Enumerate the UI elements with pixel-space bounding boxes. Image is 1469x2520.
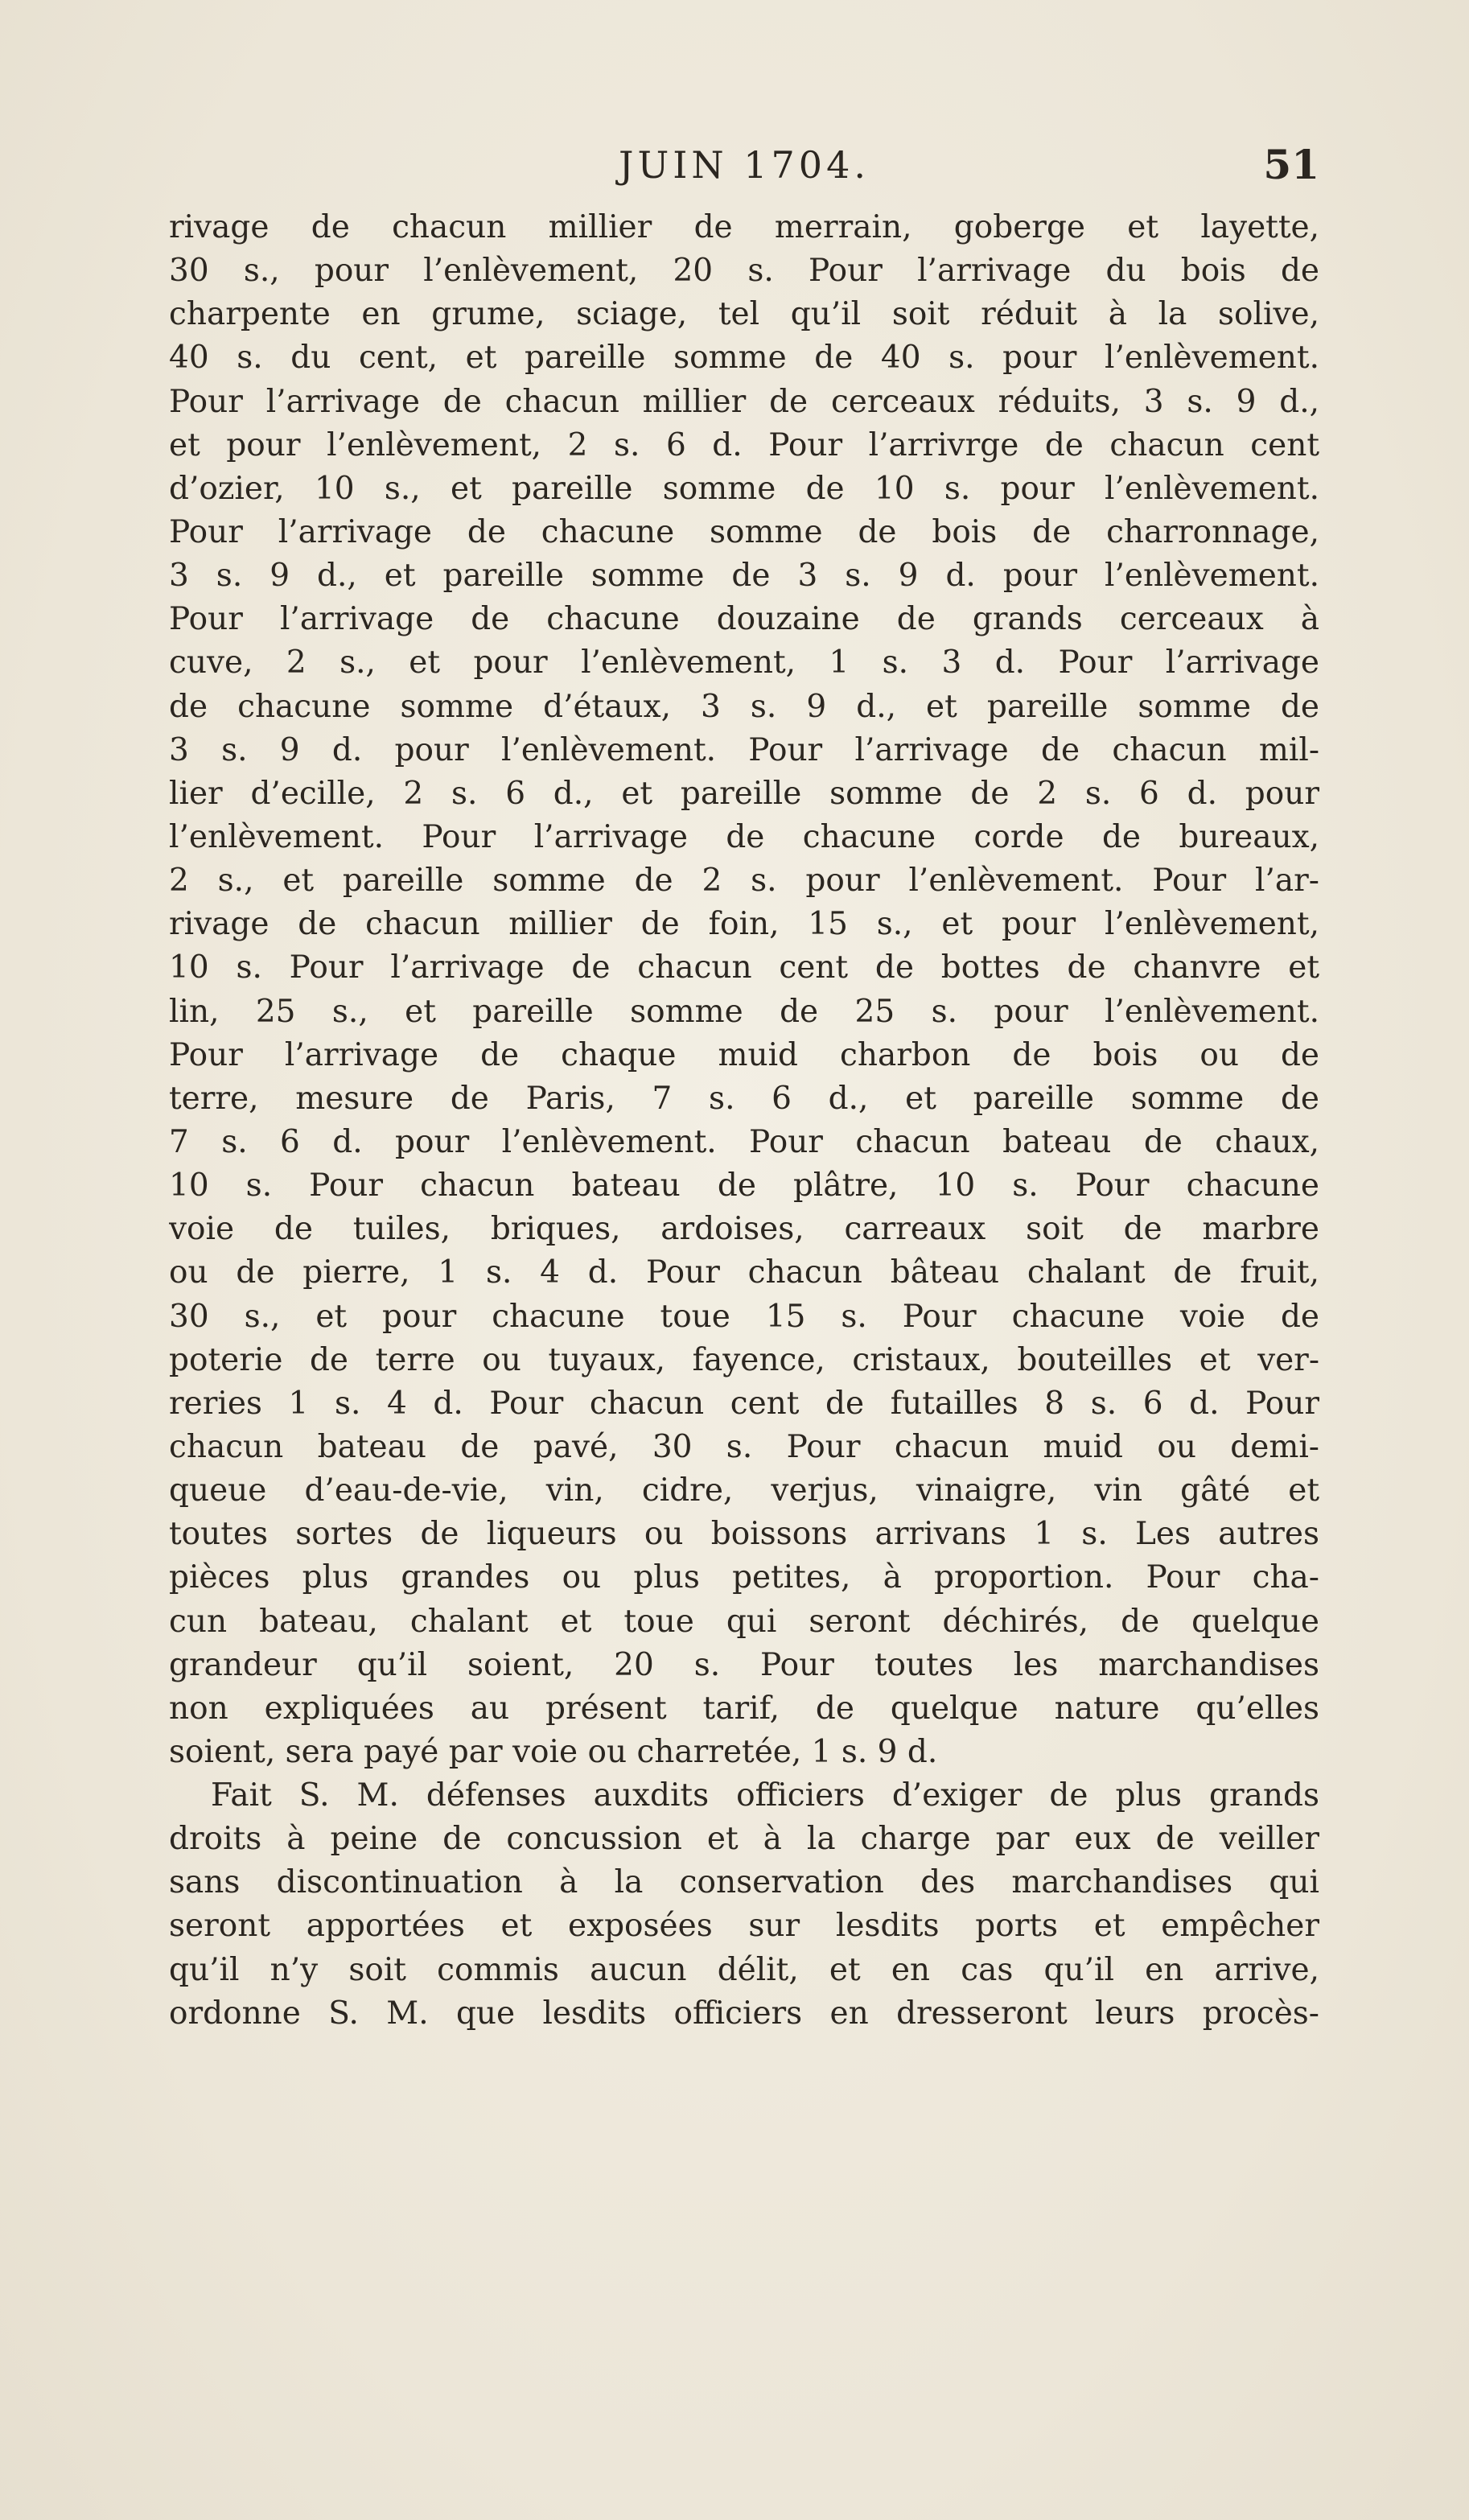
body-text (169, 206, 1319, 2036)
paragraph-start-line: Fait S. M. défenses auxdits officiers d’exiger de plus grands (211, 1777, 1319, 1814)
text-line: rivage de chacun millier de merrain, goberge et layette, (169, 209, 1319, 245)
text-line: lin, 25 s., et pareille somme de 25 s. pour l’enlèvement. (169, 993, 1319, 1030)
text-line: reries 1 s. 4 d. Pour chacun cent de futailles 8 s. 6 d. Pour (169, 1385, 1319, 1422)
text-line: et pour l’enlèvement, 2 s. 6 d. Pour l’arrivrge de chacun cent (169, 426, 1319, 463)
text-line: Pour l’arrivage de chacun millier de cerceaux réduits, 3 s. 9 d., (169, 383, 1319, 420)
text-line: 3 s. 9 d. pour l’enlèvement. Pour l’arrivage de chacun mil- (169, 731, 1319, 768)
text-line: toutes sortes de liqueurs ou boissons arrivans 1 s. Les autres (169, 1516, 1319, 1553)
running-title: JUIN 1704. (619, 143, 870, 187)
text-line: voie de tuiles, briques, ardoises, carreaux soit de marbre (169, 1211, 1319, 1248)
text-line: non expliquées au présent tarif, de quelque nature qu’elles (169, 1690, 1319, 1727)
text-line: Pour l’arrivage de chacune douzaine de grands cerceaux à (169, 601, 1319, 638)
paragraph-end-line: soient, sera payé par voie ou charretée, 1 s. 9 d. (169, 1733, 938, 1770)
text-line: sans discontinuation à la conservation des marchandises qui (169, 1864, 1319, 1901)
text-line: 3 s. 9 d., et pareille somme de 3 s. 9 d. pour l’enlèvement. (169, 558, 1319, 595)
text-line: ou de pierre, 1 s. 4 d. Pour chacun bâteau chalant de fruit, (169, 1254, 1319, 1291)
text-line: l’enlèvement. Pour l’arrivage de chacune corde de bureaux, (169, 818, 1319, 855)
text-line: 2 s., et pareille somme de 2 s. pour l’enlèvement. Pour l’ar- (169, 863, 1319, 900)
text-line: pièces plus grandes ou plus petites, à proportion. Pour cha- (169, 1559, 1319, 1596)
page-header (169, 137, 1319, 193)
text-line: terre, mesure de Paris, 7 s. 6 d., et pareille somme de (169, 1080, 1319, 1117)
text-line: 30 s., et pour chacune toue 15 s. Pour chacune voie de (169, 1298, 1319, 1335)
text-line: d’ozier, 10 s., et pareille somme de 10 s. pour l’enlèvement. (169, 470, 1319, 507)
text-line: cuve, 2 s., et pour l’enlèvement, 1 s. 3 d. Pour l’arrivage (169, 644, 1319, 681)
text-line: qu’il n’y soit commis aucun délit, et en cas qu’il en arrive, (169, 1951, 1319, 1988)
text-line: lier d’ecille, 2 s. 6 d., et pareille somme de 2 s. 6 d. pour (169, 775, 1319, 812)
text-line: rivage de chacun millier de foin, 15 s., et pour l’enlèvement, (169, 906, 1319, 943)
page-number: 51 (1263, 141, 1319, 188)
text-line: de chacune somme d’étaux, 3 s. 9 d., et pareille somme de (169, 688, 1319, 725)
text-line: charpente en grume, sciage, tel qu’il soit réduit à la solive, (169, 296, 1319, 333)
text-line: seront apportées et exposées sur lesdits ports et empêcher (169, 1908, 1319, 1945)
text-line: 40 s. du cent, et pareille somme de 40 s. pour l’enlèvement. (169, 340, 1319, 377)
text-line: cun bateau, chalant et toue qui seront déchirés, de quelque (169, 1603, 1319, 1640)
text-line: 7 s. 6 d. pour l’enlèvement. Pour chacun bateau de chaux, (169, 1123, 1319, 1160)
text-line: queue d’eau-de-vie, vin, cidre, verjus, vinaigre, vin gâté et (169, 1472, 1319, 1509)
text-line: droits à peine de concussion et à la charge par eux de veiller (169, 1821, 1319, 1858)
text-line: ordonne S. M. que lesdits officiers en dresseront leurs procès- (169, 1995, 1319, 2032)
text-line: grandeur qu’il soient, 20 s. Pour toutes les marchandises (169, 1646, 1319, 1683)
text-line: chacun bateau de pavé, 30 s. Pour chacun muid ou demi- (169, 1428, 1319, 1465)
text-line: Pour l’arrivage de chacune somme de bois de charronnage, (169, 513, 1319, 550)
text-line: Pour l’arrivage de chaque muid charbon de bois ou de (169, 1036, 1319, 1073)
text-line: 10 s. Pour chacun bateau de plâtre, 10 s. Pour chacune (169, 1167, 1319, 1204)
text-line: 10 s. Pour l’arrivage de chacun cent de bottes de chanvre et (169, 949, 1319, 986)
text-line: 30 s., pour l’enlèvement, 20 s. Pour l’arrivage du bois de (169, 253, 1319, 290)
text-line: poterie de terre ou tuyaux, fayence, cristaux, bouteilles et ver- (169, 1341, 1319, 1378)
